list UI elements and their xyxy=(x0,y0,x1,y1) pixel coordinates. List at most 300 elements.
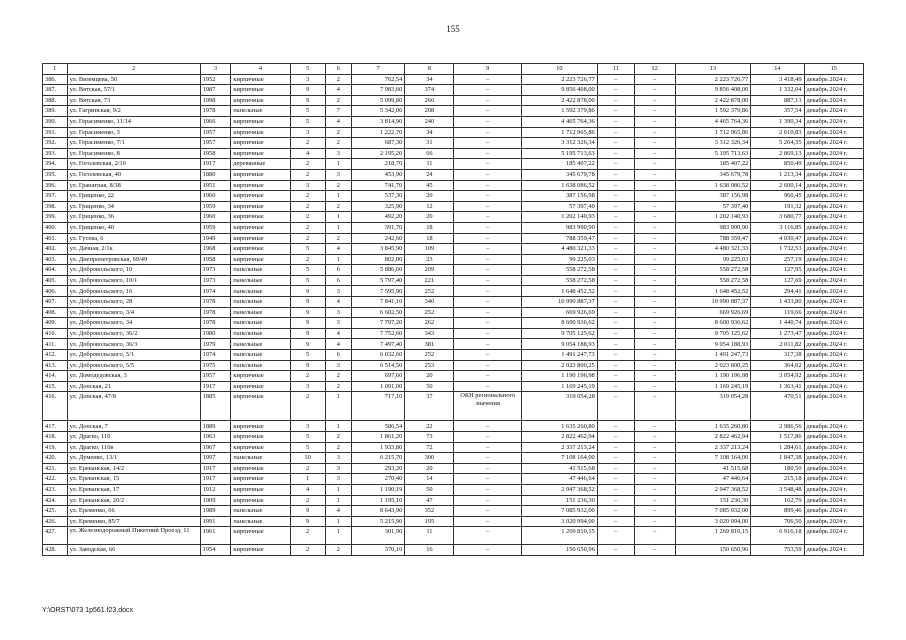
table-cell: 9 xyxy=(290,360,325,371)
column-header: 4 xyxy=(231,64,290,75)
table-cell: 1 363,41 xyxy=(751,381,804,392)
table-cell: 9 xyxy=(290,339,325,350)
table-cell: 319 054,28 xyxy=(522,392,598,421)
table-cell: панельные xyxy=(231,453,290,464)
table-cell: декабрь 2024 г. xyxy=(804,371,863,382)
table-cell: – xyxy=(634,201,675,212)
table-cell: 9 xyxy=(290,85,325,96)
table-cell: ул. Герасименко, 8 xyxy=(67,148,200,159)
table-cell: 1 847,38 xyxy=(751,453,804,464)
table-cell: ул. Ереванская, 20/2 xyxy=(67,495,200,506)
table-cell: 1 517,86 xyxy=(751,432,804,443)
table-cell: 1 091,00 xyxy=(352,381,405,392)
table-row xyxy=(43,432,864,443)
table-cell: 2 xyxy=(290,254,325,265)
table-cell: 2 xyxy=(325,381,352,392)
table-cell: – xyxy=(634,244,675,255)
table-cell: – xyxy=(634,339,675,350)
table-cell: 1 xyxy=(325,516,352,527)
table-cell: 399. xyxy=(43,212,68,223)
table-cell: 2 869,13 xyxy=(751,148,804,159)
table-cell: – xyxy=(597,421,634,432)
table-cell: кирпичные xyxy=(231,421,290,432)
table-cell: 221 xyxy=(405,275,454,286)
table-cell: 400. xyxy=(43,222,68,233)
table-row xyxy=(43,381,864,392)
table-cell: – xyxy=(597,74,634,85)
table-cell: 412. xyxy=(43,350,68,361)
table-cell: – xyxy=(597,307,634,318)
table-cell: – xyxy=(597,169,634,180)
table-cell: ул. Домодедовская, 3 xyxy=(67,371,200,382)
table-cell: 407. xyxy=(43,297,68,308)
table-cell: 3 116,85 xyxy=(751,222,804,233)
table-cell: 4 465 764,36 xyxy=(675,116,751,127)
table-row xyxy=(43,527,864,545)
table-cell: панельные xyxy=(231,307,290,318)
table-cell: 387. xyxy=(43,85,68,96)
table-row xyxy=(43,254,864,265)
table-cell: 387 156,98 xyxy=(675,191,751,202)
table-cell: – xyxy=(597,350,634,361)
table-cell: – xyxy=(634,85,675,96)
table-cell: декабрь 2024 г. xyxy=(804,442,863,453)
table-cell: 802,00 xyxy=(352,254,405,265)
table-cell: 391,70 xyxy=(352,222,405,233)
table-row xyxy=(43,392,864,421)
table-cell: 762,54 xyxy=(352,74,405,85)
table-cell: ул. Заводская, 66 xyxy=(67,545,200,556)
table-cell: – xyxy=(634,495,675,506)
table-cell: 1 190 196,98 xyxy=(522,371,598,382)
table-cell: ул. Драгко, 110в xyxy=(67,442,200,453)
table-cell: 11 xyxy=(405,527,454,545)
table-cell: 47 446,64 xyxy=(675,474,751,485)
table-cell: 3 xyxy=(290,74,325,85)
table-cell: – xyxy=(454,116,522,127)
table-row xyxy=(43,95,864,106)
table-cell: 403. xyxy=(43,254,68,265)
table-cell: – xyxy=(634,254,675,265)
table-cell: 1987 xyxy=(200,85,231,96)
table-cell: 41 515,68 xyxy=(522,463,598,474)
table-cell: декабрь 2024 г. xyxy=(804,159,863,170)
table-cell: 151 236,30 xyxy=(522,495,598,506)
table-cell: 1 269 810,15 xyxy=(522,527,598,545)
table-cell: 1 222,70 xyxy=(352,127,405,138)
table-cell: панельные xyxy=(231,506,290,517)
table-cell: 4 xyxy=(325,116,352,127)
table-cell: 3 054,92 xyxy=(751,371,804,382)
table-cell: 7 108 164,00 xyxy=(522,453,598,464)
table-cell: 317,38 xyxy=(751,350,804,361)
table-cell: декабрь 2024 г. xyxy=(804,381,863,392)
table-cell: – xyxy=(597,254,634,265)
table-cell: 50 xyxy=(405,484,454,495)
table-cell: 2 822 462,94 xyxy=(522,432,598,443)
table-cell: 2 223 726,77 xyxy=(675,74,751,85)
header-row xyxy=(43,64,864,75)
column-header: 8 xyxy=(405,64,454,75)
table-cell: 370,10 xyxy=(352,545,405,556)
table-cell: 1 xyxy=(290,474,325,485)
table-cell: 1967 xyxy=(200,442,231,453)
table-cell: 9 xyxy=(290,95,325,106)
table-cell: 1 xyxy=(325,392,352,421)
table-cell: декабрь 2024 г. xyxy=(804,95,863,106)
table-cell: кирпичные xyxy=(231,545,290,556)
table-cell: 1 332,04 xyxy=(751,85,804,96)
table-cell: 5 xyxy=(290,265,325,276)
table-cell: 1 284,61 xyxy=(751,442,804,453)
table-cell: 242,60 xyxy=(352,233,405,244)
table-cell: 1 712 965,86 xyxy=(675,127,751,138)
table-cell: 218,70 xyxy=(352,159,405,170)
table-cell: 8 643,90 xyxy=(352,506,405,517)
table-cell: панельные xyxy=(231,516,290,527)
table-cell: 1 169 245,19 xyxy=(522,381,598,392)
table-cell: – xyxy=(454,201,522,212)
table-cell: 6 215,70 xyxy=(352,453,405,464)
table-cell: 741,70 xyxy=(352,180,405,191)
table-cell: – xyxy=(597,95,634,106)
table-cell: 9 xyxy=(290,297,325,308)
table-cell: 1885 xyxy=(200,392,231,421)
table-cell: 374 xyxy=(405,85,454,96)
table-row xyxy=(43,421,864,432)
table-cell: ул. Вятская, 57/1 xyxy=(67,85,200,96)
table-cell: 2 xyxy=(290,159,325,170)
table-cell: 9 xyxy=(290,307,325,318)
table-cell: ул. Добровольского, 34 xyxy=(67,318,200,329)
table-cell: 4 xyxy=(325,244,352,255)
table-cell: 72 xyxy=(405,442,454,453)
table-cell: – xyxy=(597,463,634,474)
table-cell: ул. Железнодорожный Пикетний Проезд, 11 xyxy=(67,527,200,545)
table-cell: декабрь 2024 г. xyxy=(804,191,863,202)
table-cell: – xyxy=(454,169,522,180)
table-cell: 119,66 xyxy=(751,307,804,318)
table-cell: – xyxy=(454,191,522,202)
table-cell: 2 610,83 xyxy=(751,127,804,138)
table-row xyxy=(43,286,864,297)
table-cell: декабрь 2024 г. xyxy=(804,495,863,506)
table-cell: 18 xyxy=(405,222,454,233)
table-cell: – xyxy=(597,453,634,464)
table-cell: – xyxy=(634,233,675,244)
table-cell: 293,20 xyxy=(352,463,405,474)
table-cell: – xyxy=(634,432,675,443)
table-cell: ул. Добровольского, 5/1 xyxy=(67,350,200,361)
table-cell: 2 xyxy=(290,212,325,223)
table-cell: – xyxy=(597,527,634,545)
table-cell: декабрь 2024 г. xyxy=(804,453,863,464)
table-cell: 428. xyxy=(43,545,68,556)
table-cell: 1958 xyxy=(200,148,231,159)
table-cell: 390. xyxy=(43,116,68,127)
table-cell: ул. Герасименко, 11/14 xyxy=(67,116,200,127)
table-cell: 195 xyxy=(405,516,454,527)
table-cell: – xyxy=(597,222,634,233)
table-cell: ул. Драгко, 110 xyxy=(67,432,200,443)
table-cell: 788 359,47 xyxy=(675,233,751,244)
table-cell: кирпичные xyxy=(231,95,290,106)
table-cell: ул. Гоголевская, 40 xyxy=(67,169,200,180)
table-cell: 6 916,18 xyxy=(751,527,804,545)
table-cell: 3 xyxy=(325,474,352,485)
table-cell: декабрь 2024 г. xyxy=(804,116,863,127)
table-row xyxy=(43,244,864,255)
table-cell: 8 600 936,62 xyxy=(675,318,751,329)
table-cell: 960,45 xyxy=(751,191,804,202)
table-cell: 3 xyxy=(325,360,352,371)
table-cell: ул. Донская, 21 xyxy=(67,381,200,392)
table-row xyxy=(43,159,864,170)
table-cell: 252 xyxy=(405,350,454,361)
table-cell: – xyxy=(454,254,522,265)
table-cell: – xyxy=(634,116,675,127)
table-row xyxy=(43,275,864,286)
table-cell: 2 023 800,25 xyxy=(675,360,751,371)
table-cell: – xyxy=(454,148,522,159)
table-cell: 18 xyxy=(405,233,454,244)
table-cell: 1 xyxy=(325,212,352,223)
table-cell: – xyxy=(597,318,634,329)
page-number: 155 xyxy=(446,24,460,34)
table-cell: 262 xyxy=(405,318,454,329)
table-cell: ул. Гриценко, 22 xyxy=(67,191,200,202)
table-cell: 419. xyxy=(43,442,68,453)
table-cell: декабрь 2024 г. xyxy=(804,484,863,495)
table-cell: 389. xyxy=(43,106,68,117)
table-cell: 2 xyxy=(290,233,325,244)
table-row xyxy=(43,212,864,223)
table-cell: – xyxy=(454,516,522,527)
table-cell: 23 xyxy=(405,254,454,265)
table-row xyxy=(43,318,864,329)
table-cell: 3 418,49 xyxy=(751,74,804,85)
table-cell: 1917 xyxy=(200,463,231,474)
table-cell: деревянные xyxy=(231,159,290,170)
table-cell: – xyxy=(454,138,522,149)
table-cell: – xyxy=(597,212,634,223)
table-row xyxy=(43,106,864,117)
table-cell: декабрь 2024 г. xyxy=(804,328,863,339)
table-cell: 1978 xyxy=(200,307,231,318)
table-cell: 2 xyxy=(325,442,352,453)
table-cell: 470,51 xyxy=(751,392,804,421)
table-cell: – xyxy=(634,442,675,453)
table-cell: 717,10 xyxy=(352,392,405,421)
table-cell: 9 xyxy=(290,328,325,339)
table-cell: 2 422 878,00 xyxy=(522,95,598,106)
table-cell: 10 990 887,37 xyxy=(522,297,598,308)
column-header: 7 xyxy=(352,64,405,75)
table-cell: 66 xyxy=(405,148,454,159)
table-cell: 1 xyxy=(325,191,352,202)
table-cell: – xyxy=(454,212,522,223)
table-cell: 2 947 368,52 xyxy=(675,484,751,495)
table-cell: декабрь 2024 г. xyxy=(804,506,863,517)
table-cell: 252 xyxy=(405,286,454,297)
table-cell: 2 xyxy=(325,201,352,212)
table-cell: 1980 xyxy=(200,328,231,339)
table-cell: 1 273,47 xyxy=(751,328,804,339)
table-row xyxy=(43,339,864,350)
table-cell: – xyxy=(597,392,634,421)
table-cell: 9 xyxy=(290,516,325,527)
table-cell: 253 xyxy=(405,360,454,371)
table-cell: 4 xyxy=(325,328,352,339)
table-cell: 1979 xyxy=(200,339,231,350)
table-cell: – xyxy=(597,138,634,149)
table-row xyxy=(43,474,864,485)
table-cell: 1991 xyxy=(200,516,231,527)
table-row xyxy=(43,545,864,556)
table-cell: – xyxy=(634,148,675,159)
table-cell: 3 020 994,00 xyxy=(675,516,751,527)
table-cell: 1978 xyxy=(200,297,231,308)
table-cell: 1 648 452,52 xyxy=(675,286,751,297)
table-row xyxy=(43,180,864,191)
table-cell: 398. xyxy=(43,201,68,212)
table-cell: 1960 xyxy=(200,212,231,223)
table-cell: 57 397,40 xyxy=(522,201,598,212)
table-cell: 1889 xyxy=(200,421,231,432)
table-cell: 1 648 452,52 xyxy=(522,286,598,297)
table-row xyxy=(43,328,864,339)
table-cell: – xyxy=(634,297,675,308)
table-cell: декабрь 2024 г. xyxy=(804,244,863,255)
table-cell: кирпичные xyxy=(231,148,290,159)
table-cell: 1998 xyxy=(200,95,231,106)
table-cell: ул. Гриценко, 40 xyxy=(67,222,200,233)
table-cell: – xyxy=(634,381,675,392)
table-cell: 5 099,80 xyxy=(352,95,405,106)
table-cell: 1917 xyxy=(200,474,231,485)
table-row xyxy=(43,169,864,180)
table-cell: 1973 xyxy=(200,265,231,276)
table-cell: 1 638 086,52 xyxy=(522,180,598,191)
file-path-footer: Y:\ORST\073 1p561.f23.docx xyxy=(42,607,134,614)
table-cell: – xyxy=(597,159,634,170)
table-cell: 2 xyxy=(290,191,325,202)
table-row xyxy=(43,222,864,233)
table-cell: – xyxy=(454,474,522,485)
table-cell: 420. xyxy=(43,453,68,464)
table-cell: – xyxy=(597,180,634,191)
table-cell: 9 054 188,93 xyxy=(522,339,598,350)
table-cell: декабрь 2024 г. xyxy=(804,307,863,318)
table-cell: кирпичные xyxy=(231,74,290,85)
table-cell: 1957 xyxy=(200,371,231,382)
table-cell: 34 xyxy=(405,127,454,138)
table-cell: 3 845,90 xyxy=(352,244,405,255)
table-row xyxy=(43,360,864,371)
table-cell: 411. xyxy=(43,339,68,350)
table-cell: ул. Донская, 47/8 xyxy=(67,392,200,421)
table-cell: – xyxy=(454,74,522,85)
table-cell: кирпичные xyxy=(231,527,290,545)
table-cell: – xyxy=(597,85,634,96)
table-cell: 1917 xyxy=(200,381,231,392)
table-cell: 1917 xyxy=(200,159,231,170)
table-row xyxy=(43,233,864,244)
table-cell: кирпичные xyxy=(231,191,290,202)
table-cell: 352 xyxy=(405,506,454,517)
table-cell: кирпичные xyxy=(231,381,290,392)
table-cell: 391. xyxy=(43,127,68,138)
table-cell: 3 020 994,00 xyxy=(522,516,598,527)
table-cell: декабрь 2024 г. xyxy=(804,527,863,545)
table-cell: 2 xyxy=(325,95,352,106)
table-cell: 1949 xyxy=(200,233,231,244)
table-cell: 2 223 726,77 xyxy=(522,74,598,85)
table-cell: 9 xyxy=(290,286,325,297)
table-cell: 5 215,90 xyxy=(352,516,405,527)
table-cell: декабрь 2024 г. xyxy=(804,350,863,361)
table-cell: 2 947 368,52 xyxy=(522,484,598,495)
table-cell: декабрь 2024 г. xyxy=(804,286,863,297)
table-cell: 4 465 764,36 xyxy=(522,116,598,127)
table-cell: 2 422 878,00 xyxy=(675,95,751,106)
table-cell: декабрь 2024 г. xyxy=(804,74,863,85)
table-cell: ул. Герасименко, 7/1 xyxy=(67,138,200,149)
table-cell: панельные xyxy=(231,350,290,361)
table-cell: 1952 xyxy=(200,74,231,85)
table-row xyxy=(43,484,864,495)
table-cell: ул. Добровольского, 5/5 xyxy=(67,360,200,371)
table-cell: 1 433,80 xyxy=(751,297,804,308)
table-cell: – xyxy=(634,318,675,329)
table-row xyxy=(43,371,864,382)
table-cell: кирпичные xyxy=(231,201,290,212)
table-cell: 31 xyxy=(405,138,454,149)
column-header: 10 xyxy=(522,64,598,75)
table-cell: 1 213,34 xyxy=(751,169,804,180)
table-cell: 208 xyxy=(405,106,454,117)
table-cell: 2 xyxy=(290,222,325,233)
table-cell: ул. Гагринская, 9/2 xyxy=(67,106,200,117)
table-cell: 185 407,22 xyxy=(675,159,751,170)
table-cell: 1997 xyxy=(200,453,231,464)
table-cell: – xyxy=(597,297,634,308)
table-cell: 1 491 247,73 xyxy=(675,350,751,361)
table-cell: 73 xyxy=(405,432,454,443)
table-cell: 899,46 xyxy=(751,506,804,517)
table-cell: 388. xyxy=(43,95,68,106)
table-cell: – xyxy=(597,545,634,556)
table-cell: 1978 xyxy=(200,318,231,329)
table-cell: – xyxy=(454,180,522,191)
table-cell: ул. Добровольского, 3/4 xyxy=(67,307,200,318)
table-cell: 3 312 326,34 xyxy=(522,138,598,149)
table-cell: – xyxy=(634,286,675,297)
table-cell: декабрь 2024 г. xyxy=(804,85,863,96)
table-cell: 240 xyxy=(405,116,454,127)
table-cell: – xyxy=(597,191,634,202)
table-cell: панельные xyxy=(231,106,290,117)
table-cell: 404. xyxy=(43,265,68,276)
table-cell: – xyxy=(634,138,675,149)
table-cell: декабрь 2024 г. xyxy=(804,254,863,265)
table-cell: 415. xyxy=(43,381,68,392)
registry-table-container xyxy=(42,63,864,556)
table-cell: 409. xyxy=(43,318,68,329)
table-cell: – xyxy=(454,244,522,255)
table-row xyxy=(43,191,864,202)
table-cell: 1963 xyxy=(200,432,231,443)
